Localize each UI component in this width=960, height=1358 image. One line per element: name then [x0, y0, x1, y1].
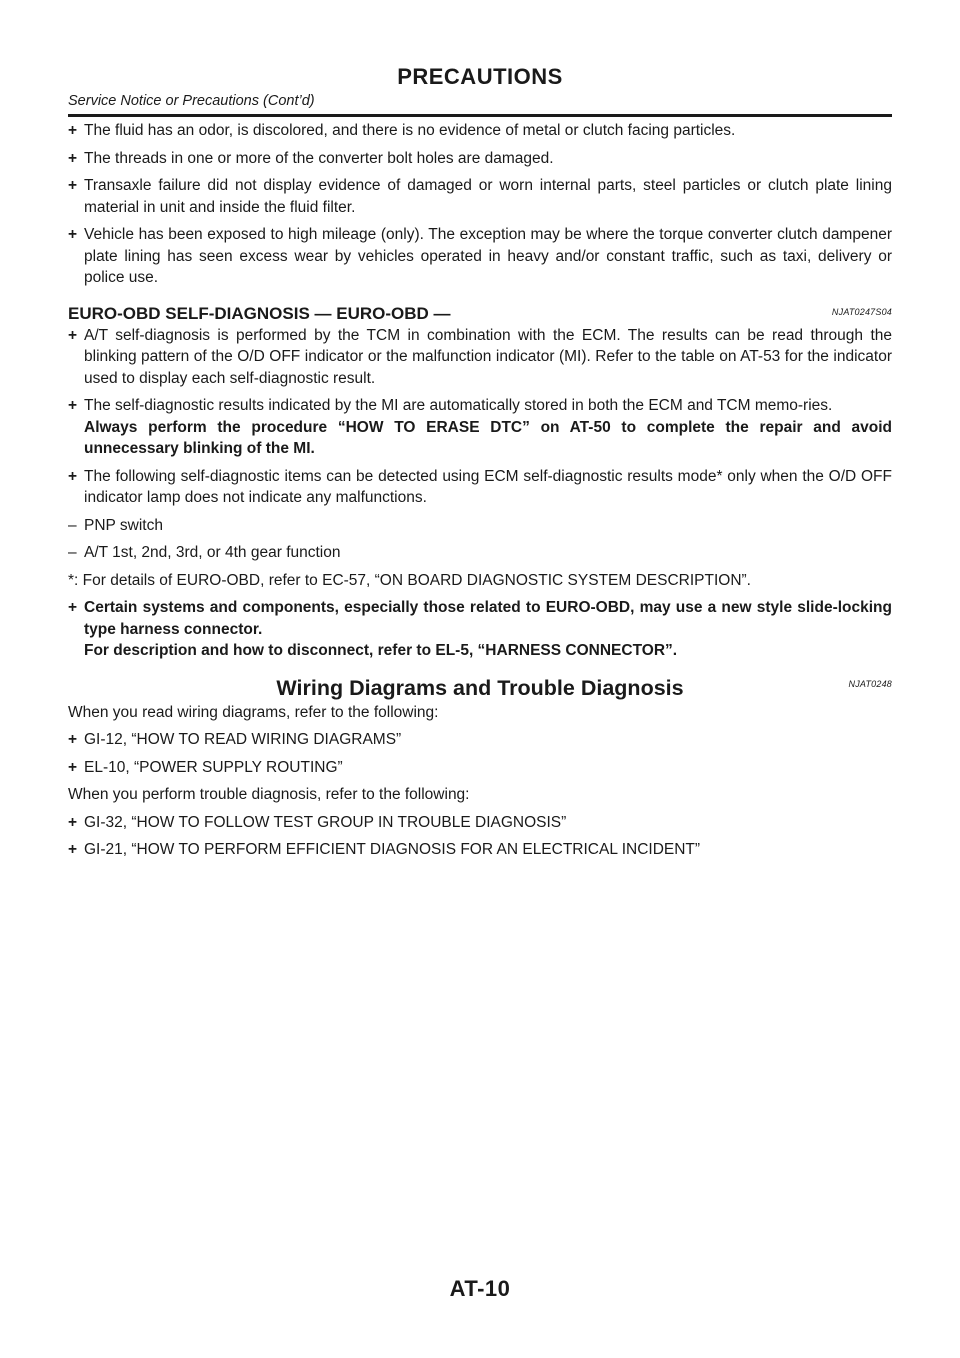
list-item [68, 729, 892, 751]
bullet-icon: + [68, 149, 78, 167]
list-item [68, 120, 892, 142]
dash-icon: – [68, 544, 77, 561]
bullet-icon: + [68, 226, 78, 243]
bullet-text: EL-10, “POWER SUPPLY ROUTING” [84, 758, 343, 776]
list-item [68, 466, 892, 509]
bullet-icon: + [68, 813, 78, 831]
warning-text: Certain systems and components, especially those related to EURO-OBD, may use a new style slide-locking type harness connector. [84, 599, 892, 638]
list-item [68, 148, 892, 170]
section-heading-text: EURO-OBD SELF-DIAGNOSIS — EURO-OBD — [68, 303, 451, 323]
section-heading-text: Wiring Diagrams and Trouble Diagnosis [276, 675, 684, 700]
bullet-icon: + [68, 177, 78, 194]
list-item [68, 812, 892, 834]
bullet-text: Transaxle failure did not display evidence of damaged or worn internal parts, steel particles or clutch plate lining material in unit and inside the fluid filter. [84, 177, 892, 216]
list-item [68, 325, 892, 390]
list-item [68, 757, 892, 779]
paragraph: When you perform trouble diagnosis, refer to the following: [68, 786, 470, 803]
bullet-text: The fluid has an odor, is discolored, and there is no evidence of metal or clutch facing particles. [84, 122, 736, 139]
dash-text: PNP switch [84, 516, 163, 534]
dash-item [68, 515, 892, 537]
bullet-icon: + [68, 841, 78, 858]
warning-text: Always perform the procedure “HOW TO ERASE DTC” on AT-50 to complete the repair and avoid unnecessary blinking of the MI. [84, 418, 892, 457]
page-number: AT-10 [449, 1276, 511, 1301]
dash-text: A/T 1st, 2nd, 3rd, or 4th gear function [84, 544, 341, 561]
paragraph: When you read wiring diagrams, refer to the following: [68, 703, 439, 721]
bullet-text: Vehicle has been exposed to high mileage (only). The exception may be where the torque converter clutch dampener plate lining has seen excess wear by vehicles operated in heavy and/or constant traffic, such as taxi, delivery or police use. [84, 226, 892, 286]
list-item [68, 175, 892, 218]
bullet-icon: + [68, 758, 78, 776]
warning-text: For description and how to disconnect, refer to EL-5, “HARNESS CONNECTOR”. [84, 642, 678, 659]
bullet-text: The self-diagnostic results indicated by the MI are automatically stored in both the ECM and TCM memo-ries. [84, 397, 833, 414]
page-content [68, 120, 892, 867]
bullet-icon: + [68, 397, 78, 414]
list-item [68, 839, 892, 861]
bullet-text: The following self-diagnostic items can be detected using ECM self-diagnostic results mode* only when the O/D OFF indicator lamp does not indicate any malfunctions. [84, 467, 892, 506]
bullet-icon: + [68, 599, 78, 616]
bullet-text: GI-32, “HOW TO FOLLOW TEST GROUP IN TROUBLE DIAGNOSIS” [84, 813, 567, 831]
bullet-text: GI-12, “HOW TO READ WIRING DIAGRAMS” [84, 731, 402, 748]
list-item [68, 395, 892, 460]
bullet-icon: + [68, 731, 78, 748]
bullet-text: GI-21, “HOW TO PERFORM EFFICIENT DIAGNOSIS FOR AN ELECTRICAL INCIDENT” [84, 841, 701, 858]
list-item [68, 597, 892, 662]
section-heading-euro-obd [68, 303, 892, 325]
page-subtitle: Service Notice or Precautions (Cont’d) [68, 93, 315, 109]
bullet-text: The threads in one or more of the converter bolt holes are damaged. [84, 149, 554, 167]
reference-code: NJAT0248 [848, 678, 892, 689]
dash-icon: – [68, 516, 77, 534]
section-heading-wiring [68, 674, 892, 702]
dash-item [68, 542, 892, 564]
header-divider [68, 114, 892, 117]
bullet-icon: + [68, 326, 78, 344]
bullet-icon: + [68, 122, 78, 139]
bullet-icon: + [68, 467, 78, 485]
reference-code: NJAT0247S04 [831, 306, 892, 317]
list-item [68, 224, 892, 289]
page-title: PRECAUTIONS [397, 64, 563, 89]
bullet-text: A/T self-diagnosis is performed by the TCM in combination with the ECM. The results can be read through the blinking pattern of the O/D OFF indicator or the malfunction indicator (MI). Refer to the table on AT-53 for the indicator used to display each self-diagnostic result. [84, 326, 892, 387]
footnote: *: For details of EURO-OBD, refer to EC-57, “ON BOARD DIAGNOSTIC SYSTEM DESCRIPTION”. [68, 571, 751, 589]
